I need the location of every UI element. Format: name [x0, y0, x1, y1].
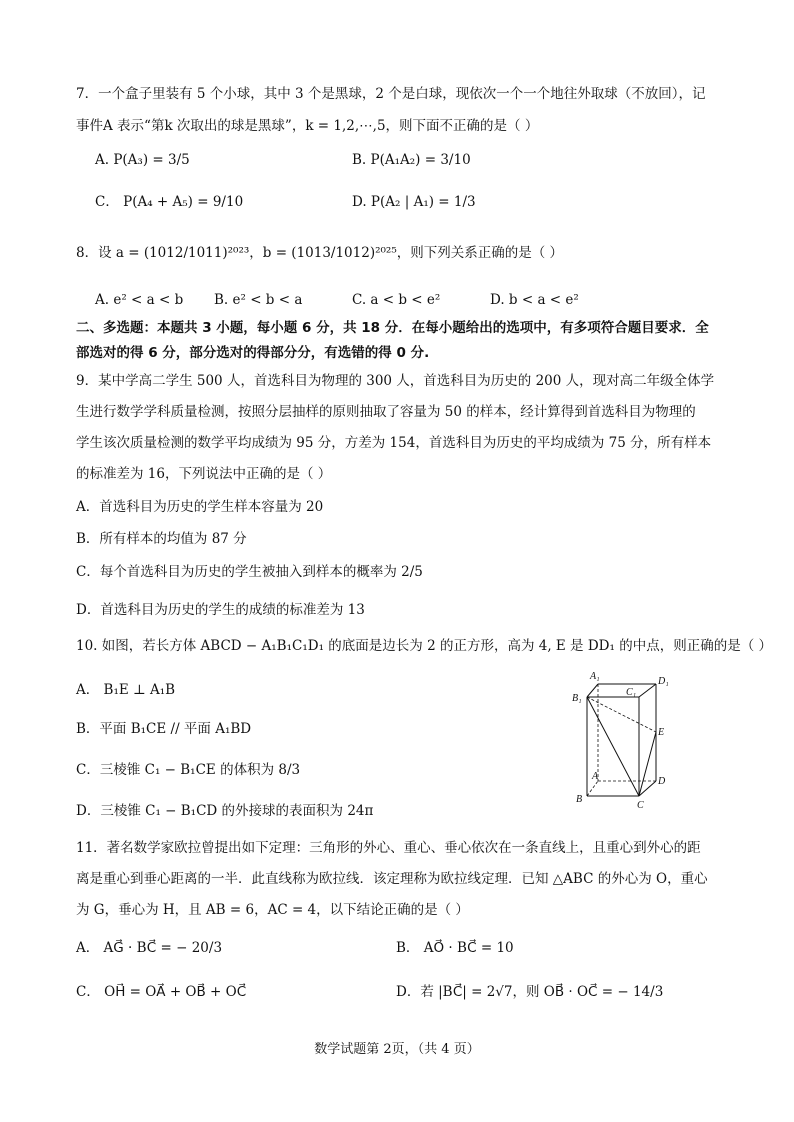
edge-ab-hidden: [587, 781, 598, 796]
q11-option-a: A． AG⃗ · BC⃗ = − 20/3: [76, 940, 223, 956]
q10-option-b: B．平面 B₁CE // 平面 A₁BD: [76, 721, 252, 737]
label-b1: B₁: [572, 693, 582, 704]
q7-option-a: A. P(A₃) = 3/5: [95, 152, 190, 168]
q9-stem-line1: 9．某中学高二学生 500 人，首选科目为物理的 300 人，首选科目为历史的 200 人，现对高二年级全体学: [76, 373, 715, 389]
q7-option-d: D. P(A₂ | A₁) = 1/3: [352, 194, 476, 210]
q8-option-a: A. e² < a < b: [95, 292, 184, 308]
q9-stem-line4: 的标准差为 16，下列说法中正确的是（ ）: [76, 466, 332, 482]
q7-stem-line2: 事件A 表示“第k 次取出的球是黑球”，k = 1,2,⋯,5，则下面不正确的是（ ）: [76, 118, 539, 134]
q9-option-a: A．首选科目为历史的学生样本容量为 20: [76, 499, 324, 515]
q7-option-c: C． P(A₄ + A₅) = 9/10: [95, 194, 244, 210]
q11-option-d: D．若 |BC⃗| = 2√7，则 OB⃗ · OC⃗ = − 14/3: [396, 984, 664, 1000]
q10-option-c: C．三棱锥 C₁ − B₁CE 的体积为 8/3: [76, 762, 301, 778]
label-b: B: [576, 794, 583, 805]
page-footer: 数学试题第 2页，（共 4 页）: [314, 1042, 480, 1057]
q8-stem: 8．设 a = (1012/1011)²⁰²³，b = (1013/1012)²⁰²⁵，则下列关系正确的是（ ）: [76, 245, 564, 261]
q11-option-c: C． OH⃗ = OA⃗ + OB⃗ + OC⃗: [76, 984, 247, 1000]
q8-option-b: B. e² < b < a: [214, 292, 303, 308]
q11-stem-line2: 离是重心到垂心距离的一半．此直线称为欧拉线．该定理称为欧拉线定理．已知 △ABC 的外心为 O，重心: [76, 871, 708, 887]
q8-option-c: C. a < b < e²: [352, 292, 441, 308]
label-d1: D₁: [658, 676, 669, 687]
q11-stem-line1: 11．著名数学家欧拉曾提出如下定理：三角形的外心、重心、垂心依次在一条直线上，且重心到外心的距: [76, 840, 701, 856]
segment-ce: [639, 732, 656, 796]
label-a: A: [592, 771, 599, 782]
q11-option-b: B． AO⃗ · BC⃗ = 10: [396, 940, 514, 956]
label-a1: A₁: [590, 671, 600, 682]
label-c: C: [637, 800, 644, 811]
label-d: D: [658, 776, 666, 787]
q9-option-d: D．首选科目为历史的学生的成绩的标准差为 13: [76, 602, 365, 618]
label-e: E: [658, 727, 665, 738]
label-c1: C₁: [626, 687, 637, 698]
cuboid-figure: [568, 668, 688, 818]
q10-option-d: D．三棱锥 C₁ − B₁CD 的外接球的表面积为 24π: [76, 803, 374, 819]
edge-b1a1: [587, 684, 598, 697]
q9-stem-line2: 生进行数学学科质量检测，按照分层抽样的原则抽取了容量为 50 的样本，经计算得到首选科目为物理的: [76, 404, 696, 420]
section2-heading-line1: 二、多选题：本题共 3 小题，每小题 6 分，共 18 分．在每小题给出的选项中，有多项符合题目要求．全: [76, 320, 709, 336]
q9-stem-line3: 学生该次质量检测的数学平均成绩为 95 分，方差为 154，首选科目为历史的平均成绩为 75 分，所有样本: [76, 435, 712, 451]
section2-heading-line2: 部选对的得 6 分，部分选对的得部分分，有选错的得 0 分.: [76, 345, 430, 361]
q9-option-c: C．每个首选科目为历史的学生被抽入到样本的概率为 2/5: [76, 564, 423, 580]
q7-stem-line1: 7．一个盒子里装有 5 个小球，其中 3 个是黑球，2 个是白球，现依次一个一个地往外取球（不放回），记: [76, 86, 706, 102]
q11-stem-line3: 为 G，垂心为 H，且 AB = 6，AC = 4，以下结论正确的是（ ）: [76, 902, 469, 918]
q10-option-a: A． B₁E ⊥ A₁B: [76, 682, 176, 698]
segment-b1e: [587, 697, 656, 732]
edge-c1d1: [639, 684, 656, 697]
q8-option-d: D. b < a < e²: [490, 292, 579, 308]
q9-option-b: B．所有样本的均值为 87 分: [76, 531, 247, 547]
edge-cd: [639, 781, 656, 796]
q10-stem: 10. 如图，若长方体 ABCD − A₁B₁C₁D₁ 的底面是边长为 2 的正方形，高为 4, E 是 DD₁ 的中点，则正确的是（ ）: [76, 638, 772, 654]
q7-option-b: B. P(A₁A₂) = 3/10: [352, 152, 471, 168]
